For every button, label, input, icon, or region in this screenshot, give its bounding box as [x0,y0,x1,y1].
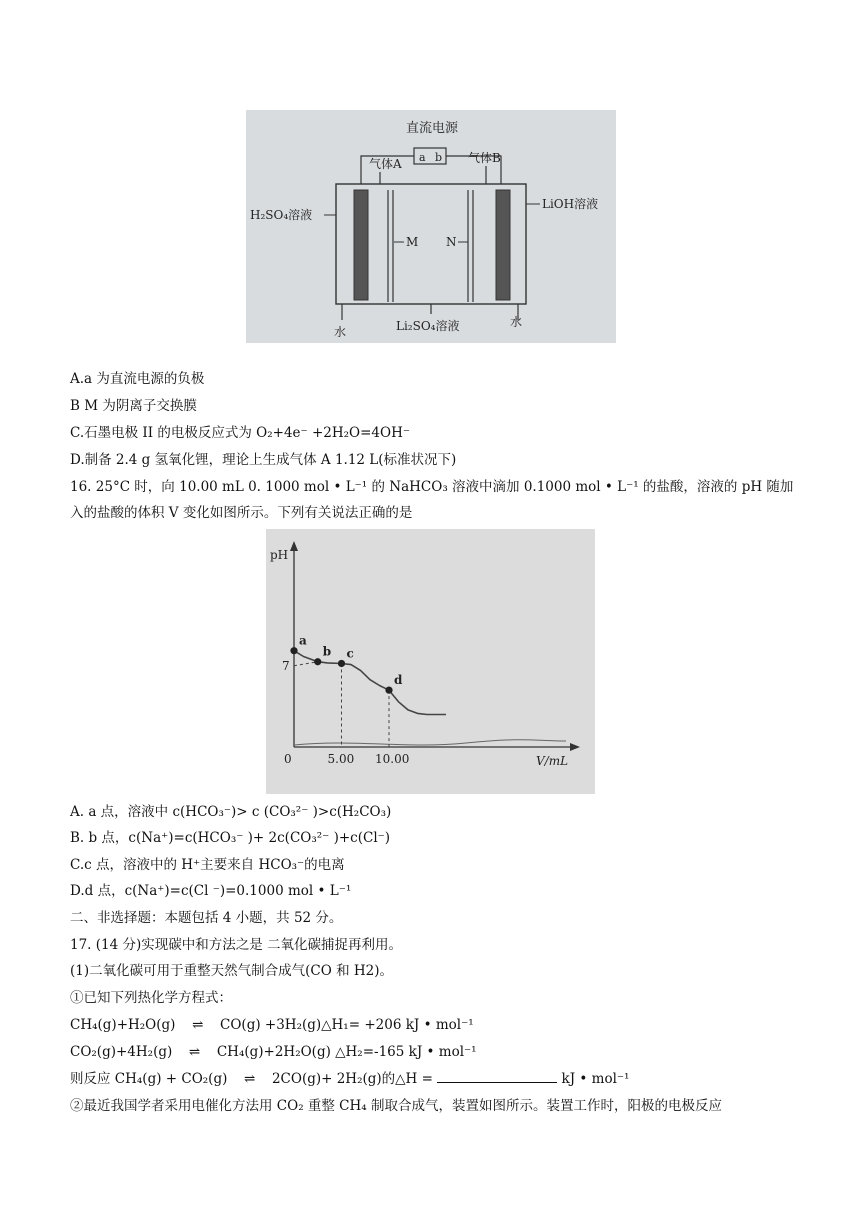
q16-option-a: A. a 点，溶液中 c(HCO₃⁻)> c (CO₃²⁻ )>c(H₂CO₃) [70,804,392,820]
terminal-a: a [419,151,426,164]
q16-option-c: C.c 点，溶液中的 H⁺主要来自 HCO₃⁻的电离 [70,857,345,873]
equilibrium-arrow-icon: ⇌ [188,1044,201,1060]
equilibrium-arrow-icon: ⇌ [244,1071,256,1087]
electrolysis-apparatus-figure [246,110,616,343]
q16-stem-line2: 入的盐酸的体积 V 变化如图所示。下列有关说法正确的是 [70,505,413,521]
q17-part1: (1)二氧化碳可用于重整天然气制合成气(CO 和 H2)。 [70,963,393,979]
membrane-n-label: N [446,235,457,249]
bottom-solution-label: Li₂SO₄溶液 [396,319,460,333]
baseline-curve [294,740,566,745]
gas-b-label: 气体B [468,151,501,165]
q17-sub2: ②最近我国学者采用电催化方法用 CO₂ 重整 CH₄ 制取合成气，装置如图所示。装置工作时，阳极的电极反应 [70,1098,722,1114]
equation-2: CO₂(g)+4H₂(g) ⇌ CH₄(g)+2H₂O(g) △H₂=-165 kJ • mol⁻¹ [70,1044,477,1060]
data-point-d [385,687,392,694]
q16-stem-line1: 16. 25°C 时，向 10.00 mL 0. 1000 mol • L⁻¹ 的 NaHCO₃ 溶液中滴加 0.1000 mol • L⁻¹ 的盐酸，溶液的 pH 随加 [70,479,794,495]
answer-blank[interactable] [437,1070,557,1083]
y-axis-label: pH [270,548,289,562]
x-axis-arrow-icon [570,743,580,751]
point-label-d: d [394,673,403,688]
y-axis-arrow-icon [290,541,298,551]
q17-sub1: ①已知下列热化学方程式： [70,990,232,1006]
q16-option-d: D.d 点，c(Na⁺)=c(Cl ⁻)=0.1000 mol • L⁻¹ [70,883,352,899]
point-label-c: c [346,646,354,661]
water-right-label: 水 [510,315,523,329]
guide-line [294,662,318,666]
point-label-a: a [299,633,307,648]
power-source-label: 直流电源 [406,121,459,136]
terminal-b: b [435,151,443,164]
right-solution-label: LiOH溶液 [542,197,599,211]
equation-3: 则反应 CH₄(g) + CO₂(g) ⇌ 2CO(g)+ 2H₂(g)的△H = kJ • mol⁻¹ [70,1071,630,1087]
q15-option-a: A.a 为直流电源的负极 [70,371,205,387]
equilibrium-arrow-icon: ⇌ [192,1017,204,1033]
q15-option-b: B M 为阴离子交换膜 [70,398,197,414]
water-left-label: 水 [334,325,347,339]
x-axis-label: V/mL [536,754,569,768]
x-tick-label: 10.00 [375,752,410,766]
membrane-m-label: M [406,235,419,249]
left-solution-label: H₂SO₄溶液 [250,208,313,222]
x-tick-label: 5.00 [327,752,355,766]
x-tick-label: 0 [284,752,292,766]
q17-stem: 17. (14 分)实现碳中和方法之是 二氧化碳捕捉再利用。 [70,937,403,953]
ph-titration-chart [266,529,595,794]
data-point-b [314,658,321,665]
q15-option-c: C.石墨电极 II 的电极反应式为 O₂+4e⁻ +2H₂O=4OH⁻ [70,425,410,441]
q16-option-b: B. b 点，c(Na⁺)=c(HCO₃⁻ )+ 2c(CO₃²⁻ )+c(Cl⁻) [70,830,391,846]
data-point-c [338,660,345,667]
y-tick-7: 7 [282,658,290,673]
data-point-a [290,647,297,654]
q15-option-d: D.制备 2.4 g 氢氧化锂，理论上生成气体 A 1.12 L(标准状况下) [70,452,457,468]
equation-1: CH₄(g)+H₂O(g) ⇌ CO(g) +3H₂(g)△H₁= +206 kJ • mol⁻¹ [70,1017,474,1033]
gas-a-label: 气体A [369,157,402,171]
point-label-b: b [322,644,332,659]
section-heading: 二、非选择题：本题包括 4 小题，共 52 分。 [70,910,343,926]
